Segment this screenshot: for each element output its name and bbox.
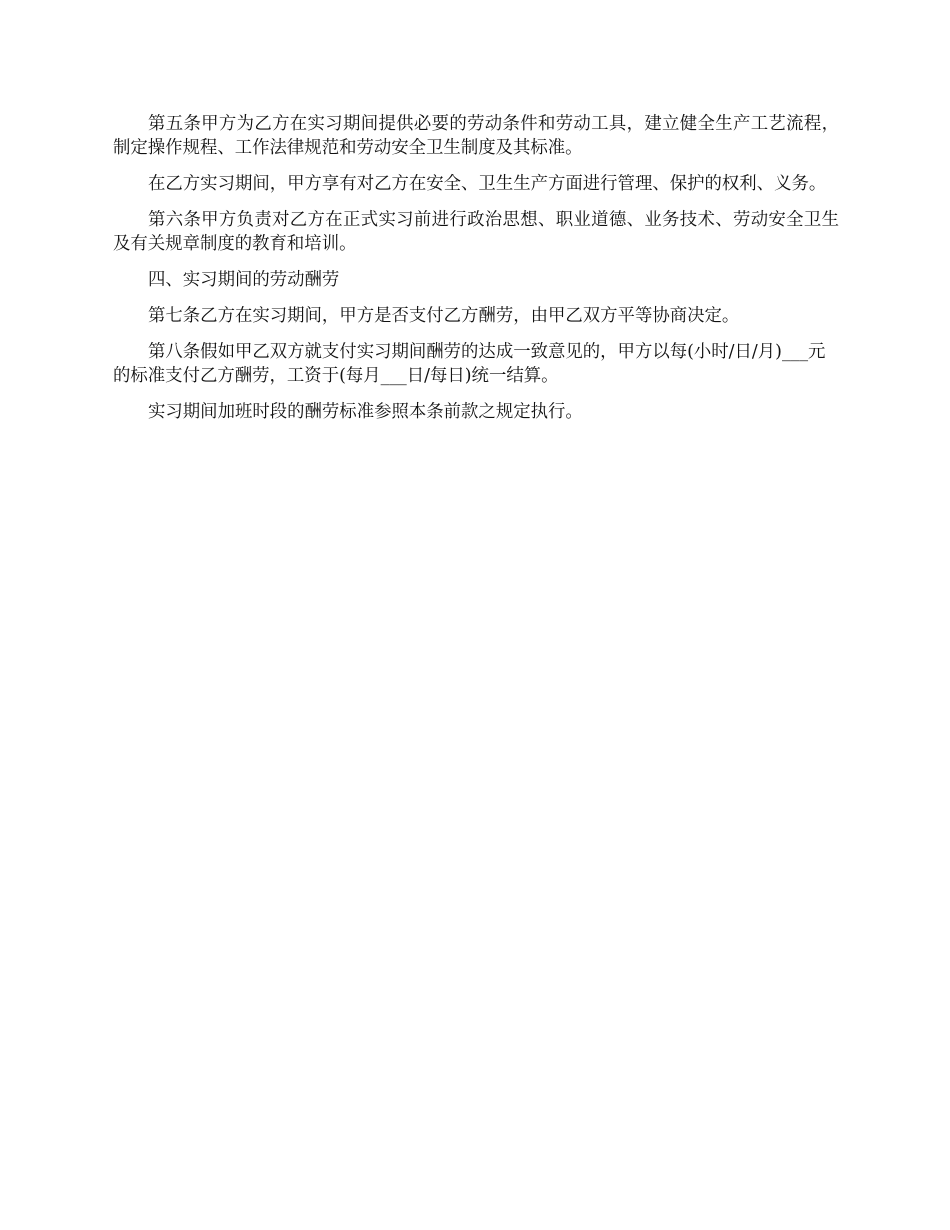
paragraph-article-8: 第八条假如甲乙双方就支付实习期间酬劳的达成一致意见的，甲方以每(小时/日/月)___元的标准支付乙方酬劳，工资于(每月___日/每日)统一结算。 [113,342,826,386]
document-body [113,112,839,436]
paragraph-article-6: 第六条甲方负责对乙方在正式实习前进行政治思想、职业道德、业务技术、劳动安全卫生及有关规章制度的教育和培训。 [113,210,839,254]
section-heading-remuneration: 四、实习期间的劳动酬劳 [148,270,340,290]
paragraph-rights-duties: 在乙方实习期间，甲方享有对乙方在安全、卫生生产方面进行管理、保护的权利、义务。 [148,174,827,194]
paragraph-overtime: 实习期间加班时段的酬劳标准参照本条前款之规定执行。 [148,402,583,422]
paragraph-article-7: 第七条乙方在实习期间，甲方是否支付乙方酬劳，由甲乙双方平等协商决定。 [148,306,740,326]
paragraph-article-5: 第五条甲方为乙方在实习期间提供必要的劳动条件和劳动工具，建立健全生产工艺流程，制定操作规程、工作法律规范和劳动安全卫生制度及其标准。 [113,114,839,158]
